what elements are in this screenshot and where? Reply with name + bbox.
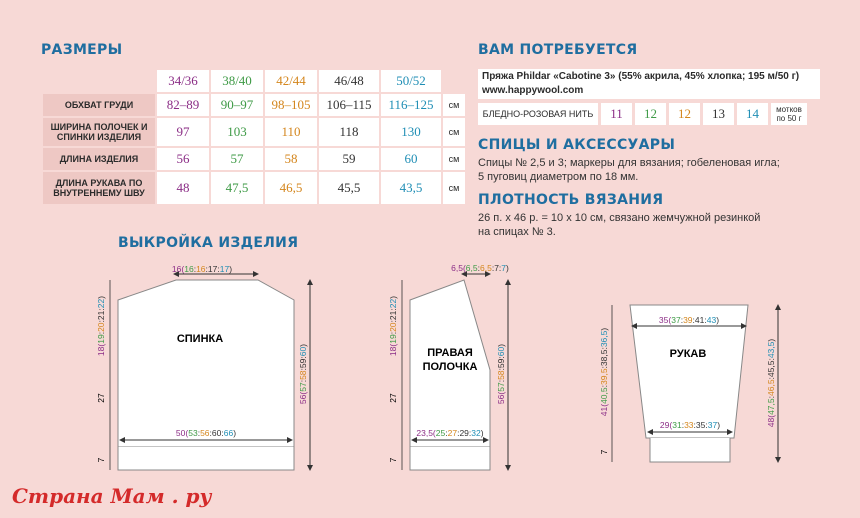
back-label: СПИНКА bbox=[176, 333, 224, 345]
front-armhole-dim: 18(19:20:21:22) bbox=[388, 295, 398, 357]
row-label: ШИРИНА ПОЛОЧЕК И СПИНКИ ИЗДЕЛИЯ bbox=[43, 118, 155, 146]
front-label-2: ПОЛОЧКА bbox=[422, 361, 478, 373]
front-piece bbox=[388, 263, 509, 470]
table-cell: 46,5 bbox=[265, 172, 317, 204]
needles-line-1: Спицы № 2,5 и 3; маркеры для вязания; гобеленовая игла; bbox=[478, 157, 780, 169]
sleeve-top-dim: 35(37:39:41:43) bbox=[658, 315, 720, 325]
front-label-1: ПРАВАЯ bbox=[427, 347, 473, 359]
table-cell: 57 bbox=[211, 148, 263, 170]
back-rib-dim: 7 bbox=[96, 457, 106, 463]
watermark-logo: Страна Мам . ру bbox=[12, 484, 212, 508]
sleeve-height-dim: 48(47,5:46,5:45,5:43,5) bbox=[766, 338, 776, 428]
back-piece bbox=[96, 264, 310, 470]
front-rib-dim: 7 bbox=[388, 457, 398, 463]
table-cell: 56 bbox=[157, 148, 209, 170]
table-cell: 59 bbox=[319, 148, 379, 170]
materials-title: ВАМ ПОТРЕБУЕТСЯ bbox=[478, 42, 638, 58]
table-cell: 45,5 bbox=[319, 172, 379, 204]
front-height-dim: 56(57:58:59:60) bbox=[496, 343, 506, 405]
yarn-website: www.happywool.com bbox=[482, 85, 584, 96]
table-cell: 106–115 bbox=[319, 94, 379, 116]
skein-count: 12 bbox=[635, 103, 666, 125]
table-cell: 48 bbox=[157, 172, 209, 204]
table-cell: 130 bbox=[381, 118, 441, 146]
table-cell: 43,5 bbox=[381, 172, 441, 204]
table-cell: 118 bbox=[319, 118, 379, 146]
yarn-color: БЛЕДНО-РОЗОВАЯ НИТЬ bbox=[478, 103, 598, 125]
table-cell: 82–89 bbox=[157, 94, 209, 116]
table-cell: 60 bbox=[381, 148, 441, 170]
back-side-dim: 27 bbox=[96, 393, 106, 403]
size-label: 46/48 bbox=[319, 70, 379, 92]
gauge-title: ПЛОТНОСТЬ ВЯЗАНИЯ bbox=[478, 192, 664, 208]
row-label: ДЛИНА РУКАВА ПО ВНУТРЕННЕМУ ШВУ bbox=[43, 172, 155, 204]
table-cell: 58 bbox=[265, 148, 317, 170]
table-cell: 116–125 bbox=[381, 94, 441, 116]
sleeve-side-dim: 41(40,5:39,5:38,5:36,5) bbox=[599, 327, 609, 417]
yarn-description: Пряжа Phildar «Cabotine 3» (55% акрила, 45% хлопка; 195 м/50 г) bbox=[482, 71, 800, 82]
needles-line-2: 5 пуговиц диаметром по 18 мм. bbox=[478, 171, 639, 183]
table-cell: 97 bbox=[157, 118, 209, 146]
table-cell: 110 bbox=[265, 118, 317, 146]
front-width-dim: 23,5(25:27:29:32) bbox=[416, 428, 484, 438]
size-label: 50/52 bbox=[381, 70, 441, 92]
table-cell: 90–97 bbox=[211, 94, 263, 116]
pattern-title: ВЫКРОЙКА ИЗДЕЛИЯ bbox=[118, 235, 299, 251]
sleeve-piece bbox=[599, 305, 778, 462]
unit-cell: см bbox=[443, 94, 465, 116]
back-height-dim: 56(57:58:59:60) bbox=[298, 343, 308, 405]
front-top-dim: 6,5(6,5:6,5:7:7) bbox=[451, 263, 509, 273]
size-label: 38/40 bbox=[211, 70, 263, 92]
sleeve-rib-dim: 7 bbox=[599, 449, 609, 455]
table-cell: 103 bbox=[211, 118, 263, 146]
table-cell: 98–105 bbox=[265, 94, 317, 116]
skein-count: 14 bbox=[737, 103, 768, 125]
sizes-title: РАЗМЕРЫ bbox=[41, 42, 123, 58]
size-label: 34/36 bbox=[157, 70, 209, 92]
row-label: ОБХВАТ ГРУДИ bbox=[43, 94, 155, 116]
table-cell: 47,5 bbox=[211, 172, 263, 204]
front-side-dim: 27 bbox=[388, 393, 398, 403]
unit-cell: см bbox=[443, 148, 465, 170]
gauge-line-2: на спицах № 3. bbox=[478, 226, 556, 238]
sleeve-cuff-dim: 29(31:33:35:37) bbox=[659, 420, 721, 430]
unit-cell: см bbox=[443, 118, 465, 146]
skein-count: 12 bbox=[669, 103, 700, 125]
size-label: 42/44 bbox=[265, 70, 317, 92]
sleeve-label: РУКАВ bbox=[669, 348, 707, 360]
unit-cell: см bbox=[443, 172, 465, 204]
row-label: ДЛИНА ИЗДЕЛИЯ bbox=[43, 148, 155, 170]
gauge-line-1: 26 п. х 46 р. = 10 х 10 см, связано жемчужной резинкой bbox=[478, 212, 761, 224]
needles-title: СПИЦЫ И АКСЕССУАРЫ bbox=[478, 137, 676, 153]
back-width-dim: 50(53:56:60:66) bbox=[175, 428, 237, 438]
skein-unit: мотков по 50 г bbox=[771, 103, 807, 125]
skein-count: 11 bbox=[601, 103, 632, 125]
back-armhole-dim: 18(19:20:21:22) bbox=[96, 295, 106, 357]
back-top-dim: 16(16:16:17:17) bbox=[171, 264, 233, 274]
skein-count: 13 bbox=[703, 103, 734, 125]
